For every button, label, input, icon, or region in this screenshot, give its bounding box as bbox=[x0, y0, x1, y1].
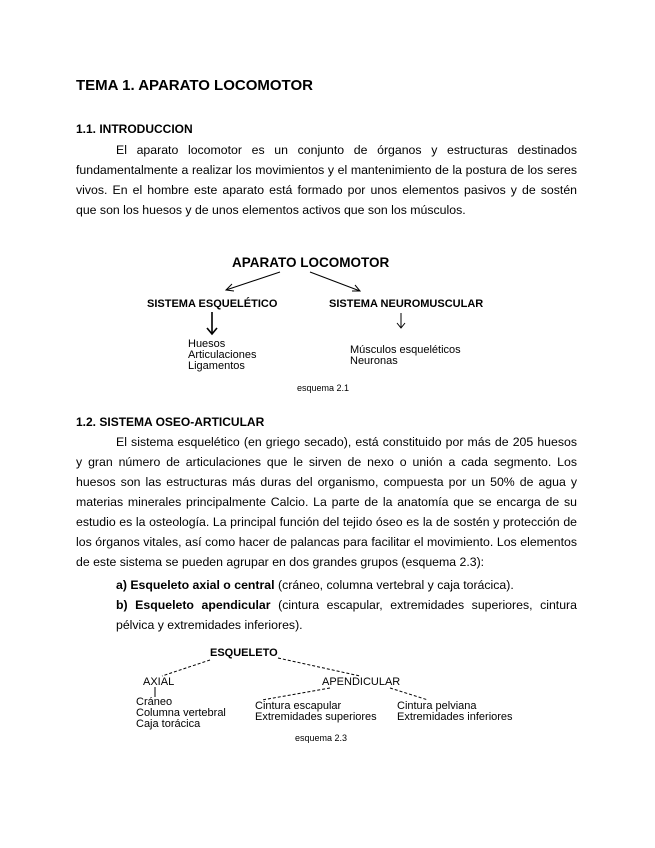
diagram-item: Músculos esqueléticos bbox=[350, 344, 461, 356]
list-item-text: (cráneo, columna vertebral y caja torácica). bbox=[274, 578, 514, 592]
page-title: TEMA 1. APARATO LOCOMOTOR bbox=[76, 77, 313, 94]
diagram-item: Cintura pelviana bbox=[397, 700, 477, 712]
diagram2-axial: AXIAL bbox=[143, 676, 175, 688]
diagram-item: Extremidades inferiores bbox=[397, 711, 513, 723]
diagram-item: Cintura escapular bbox=[255, 700, 342, 712]
oseo-paragraph: El sistema esquelético (en griego secado), está constituido por más de 205 huesos y gran número de articulaciones que le sirven de nexo o unión a cada segmento. Los huesos son las estructuras más duras del organismo, compuesta por un 50% de agua y materias minerales principalmente Calcio. La parte de la anatomía que se encarga de su estudio es la osteología. La principal función del tejido óseo es la de sostén y protección de los órganos vitales, así como hacer de palancas para facilitar el movimiento. Los elementos de este sistema se pueden agrupar en dos grandes grupos (esquema 2.3): bbox=[76, 435, 577, 569]
diagram2-axial-items bbox=[136, 697, 226, 730]
diagram-item: Ligamentos bbox=[188, 360, 245, 372]
section-heading-oseo-articular: 1.2. SISTEMA OSEO-ARTICULAR bbox=[76, 415, 265, 429]
list-item-apendicular bbox=[116, 595, 577, 635]
diagram2-caption: esquema 2.3 bbox=[295, 733, 348, 743]
diagram-left-items bbox=[188, 339, 256, 372]
diagram2-scapular-items bbox=[255, 701, 377, 723]
diagram-caption: esquema 2.1 bbox=[297, 383, 350, 393]
diagram2-root-esqueleto: ESQUELETO bbox=[210, 647, 278, 659]
section-heading-introduccion: 1.1. INTRODUCCION bbox=[76, 122, 193, 136]
list-item-axial bbox=[116, 575, 514, 595]
diagram2-apendicular: APENDICULAR bbox=[322, 676, 401, 688]
diagram2-pelvic-items bbox=[397, 701, 513, 723]
diagram-root-aparato: APARATO LOCOMOTOR bbox=[232, 255, 390, 270]
diagram-item: Columna vertebral bbox=[136, 707, 226, 719]
diagram-item: Caja torácica bbox=[136, 718, 201, 730]
intro-paragraph: El aparato locomotor es un conjunto de órganos y estructuras destinados fundamentalmente a realizar los movimientos y el mantenimiento de la postura de los seres vivos. En el hombre este aparato está formado por unos elementos pasivos y de sostén que son los huesos y de unos elementos activos que son los músculos. bbox=[76, 143, 577, 217]
list-item-label: b) Esqueleto apendicular bbox=[116, 598, 271, 612]
diagram-item: Huesos bbox=[188, 338, 226, 350]
diagram-item: Extremidades superiores bbox=[255, 711, 377, 723]
list-item-text: (cintura escapular, extremidades superiores, cintura pélvica y extremidades inferiores). bbox=[116, 598, 577, 632]
diagram-branch-neuromuscular: SISTEMA NEUROMUSCULAR bbox=[329, 298, 484, 310]
diagram-right-items bbox=[350, 345, 461, 367]
diagram-item: Articulaciones bbox=[188, 349, 257, 361]
diagram-branch-esqueletico: SISTEMA ESQUELÉTICO bbox=[147, 298, 278, 310]
list-item-label: a) Esqueleto axial o central bbox=[116, 578, 275, 592]
diagram-item: Neuronas bbox=[350, 355, 398, 367]
diagram-item: Cráneo bbox=[136, 696, 173, 708]
